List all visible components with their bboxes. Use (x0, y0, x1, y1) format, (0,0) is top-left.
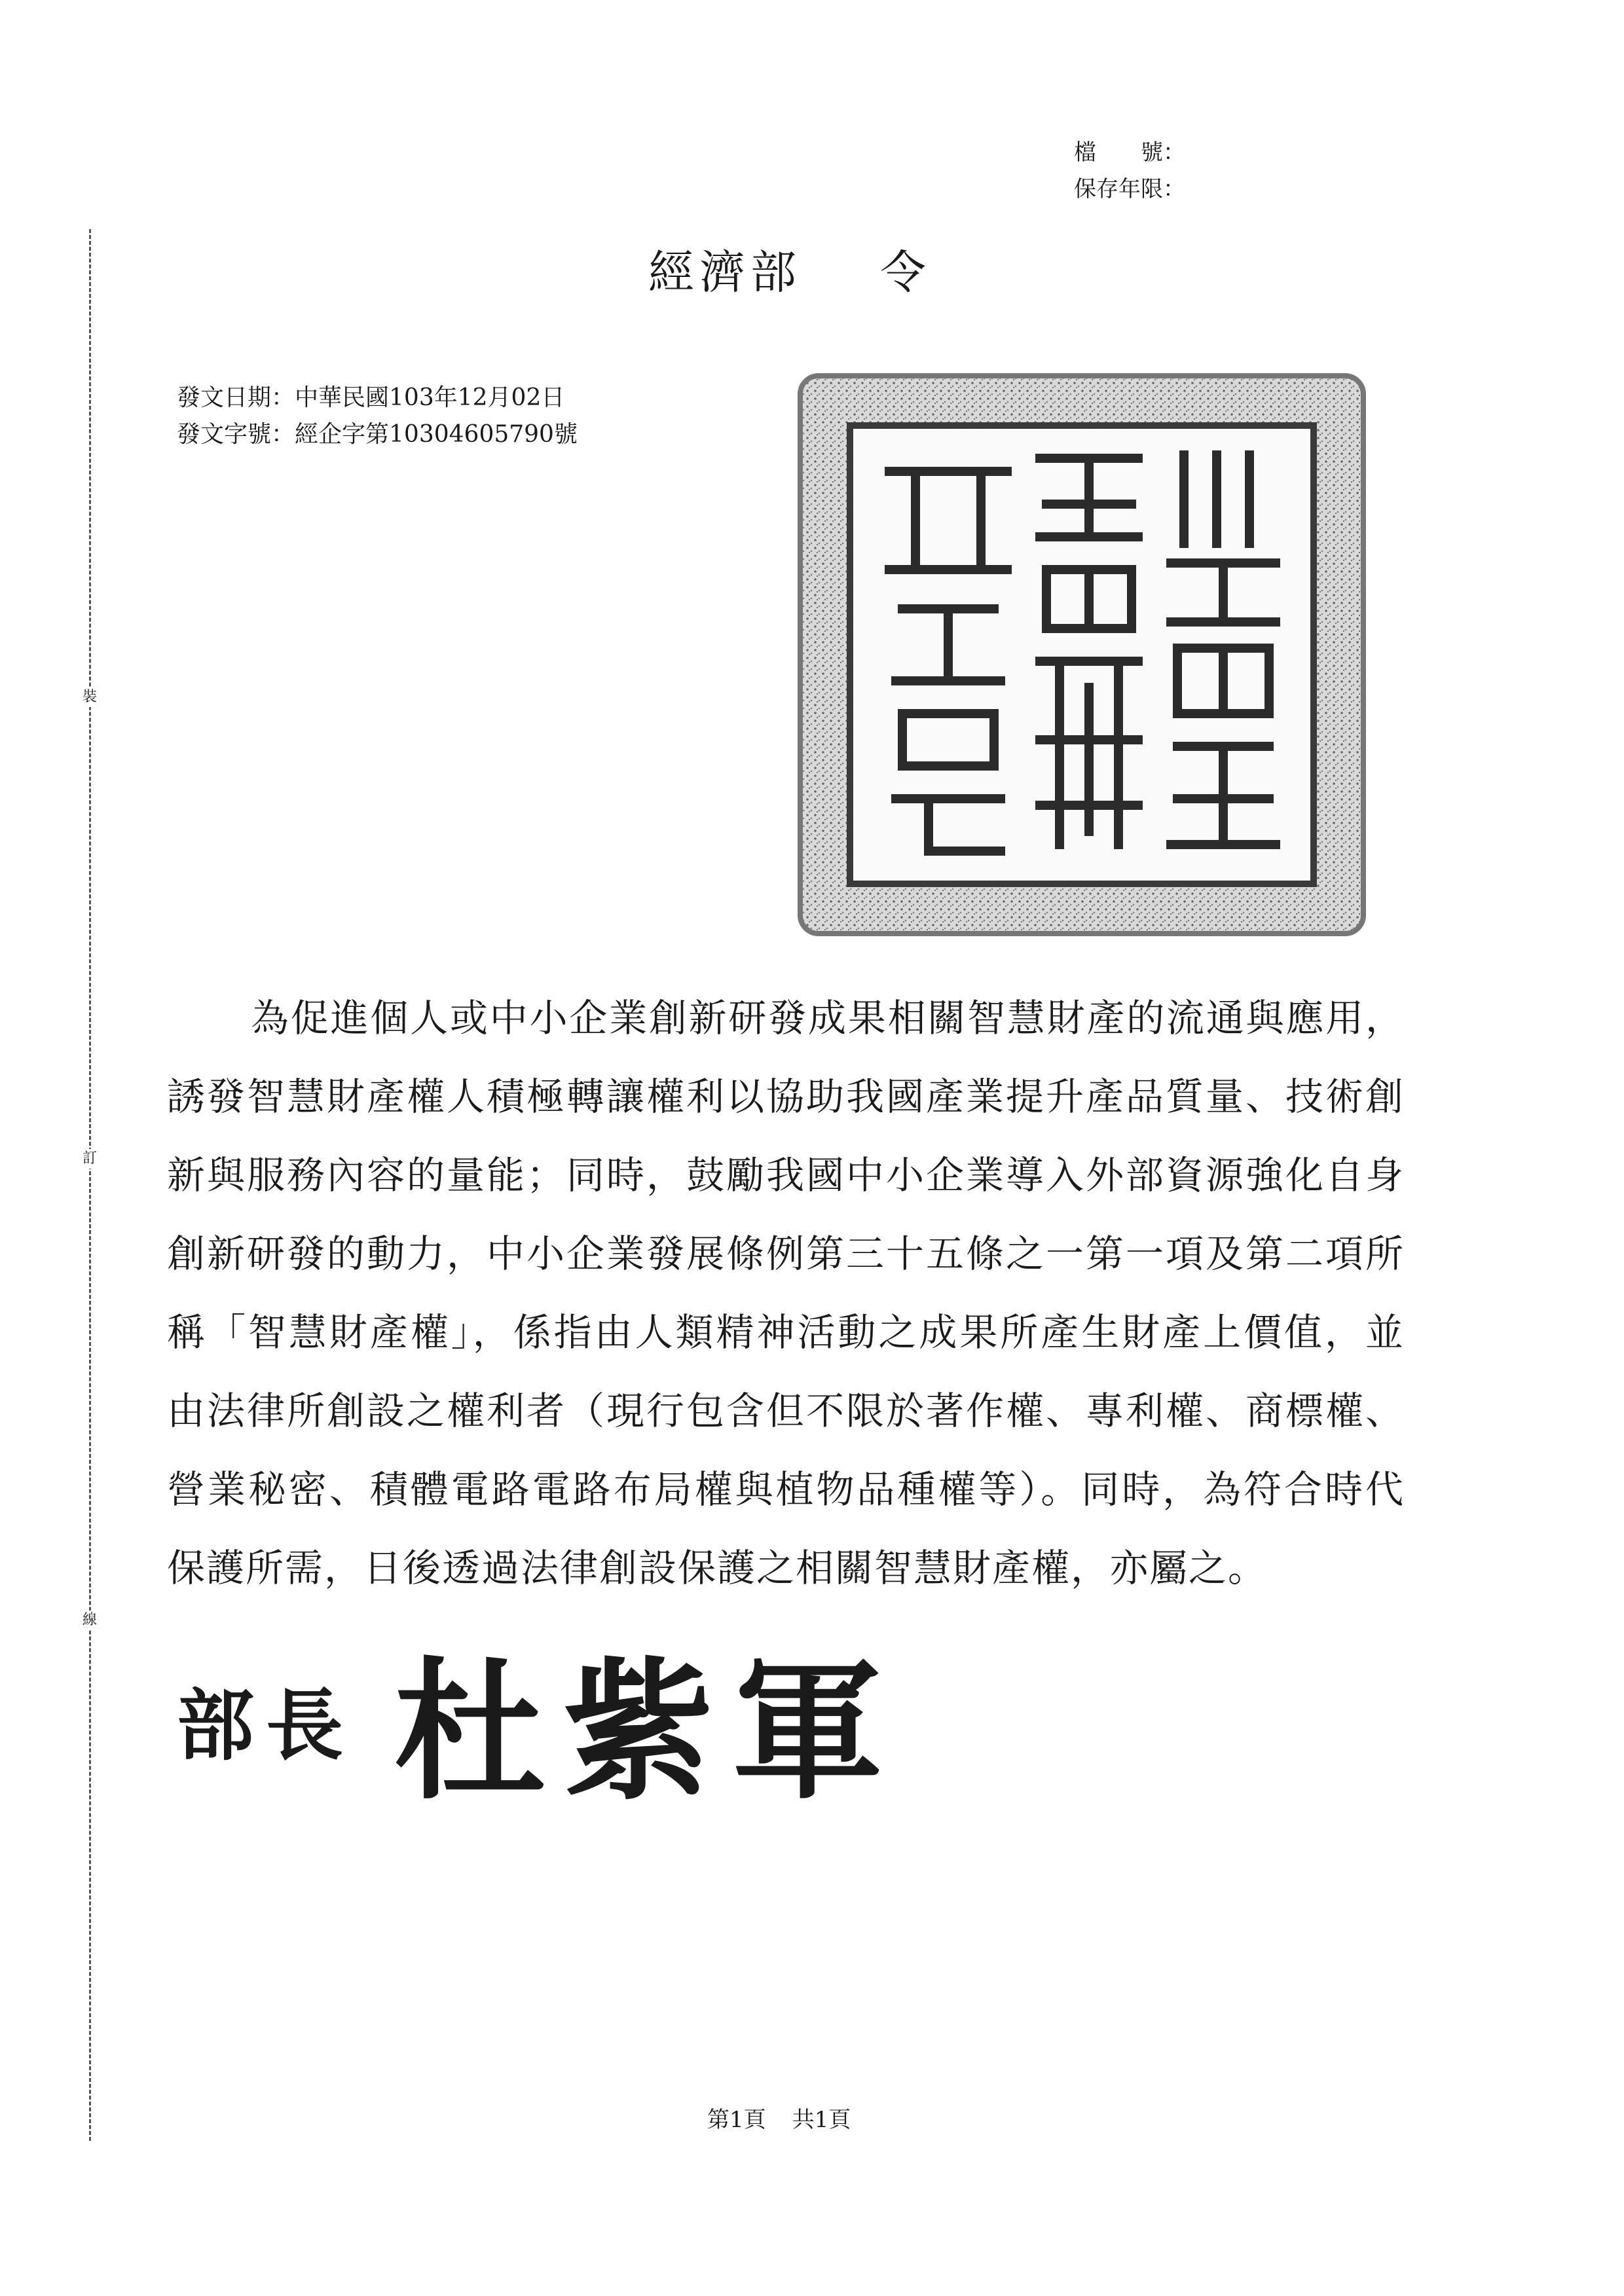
page-footer (707, 2102, 851, 2134)
body-paragraph: 為促進個人或中小企業創新研發成果相關智慧財產的流通與應用，誘發智慧財產權人積極轉讓權利以協助我國產業提升產品質量、技術創新與服務內容的量能；同時，鼓勵我國中小企業導入外部資源強化自身創新研發的動力，中小企業發展條例第三十五條之一第一項及第二項所稱「智慧財產權」，係指由人類精神活動之成果所產生財產上價值，並由法律所創設之權利者（現行包含但不限於著作權、專利權、商標權、營業秘密、積體電路電路布局權與植物品種權等）。同時，為符合時代保護所需，日後透過法律創設保護之相關智慧財產權，亦屬之。 (167, 996, 1405, 1590)
binding-mark-xian: 線 (80, 1611, 100, 1630)
dispatch-ref-value: 經企字第10304605790號 (295, 421, 578, 448)
signatory-title: 部長 (177, 1679, 356, 1771)
page-number: 第1頁 (707, 2107, 766, 2133)
document-type: 令 (880, 246, 931, 299)
file-number-label: 檔 號： (1074, 139, 1185, 166)
dispatch-date-row (177, 380, 578, 416)
signatory-name: 杜紫軍 (394, 1643, 902, 1820)
page-total: 共1頁 (792, 2107, 851, 2133)
dispatch-date-label: 發文日期： (177, 384, 295, 411)
dispatch-ref-label: 發文字號： (177, 421, 295, 448)
dispatch-ref-row (177, 416, 578, 453)
binding-line (89, 229, 91, 2141)
binding-mark-zhuang: 裝 (80, 687, 100, 707)
dispatch-date-value: 中華民國103年12月02日 (295, 384, 565, 411)
official-seal (798, 373, 1366, 936)
retention-label: 保存年限： (1074, 176, 1185, 202)
binding-mark-ding: 訂 (80, 1149, 100, 1169)
signature-block (177, 1611, 901, 1827)
dispatch-info (177, 380, 578, 453)
agency-name: 經濟部 (648, 246, 802, 299)
file-meta (1074, 134, 1185, 208)
document-title (648, 236, 931, 302)
